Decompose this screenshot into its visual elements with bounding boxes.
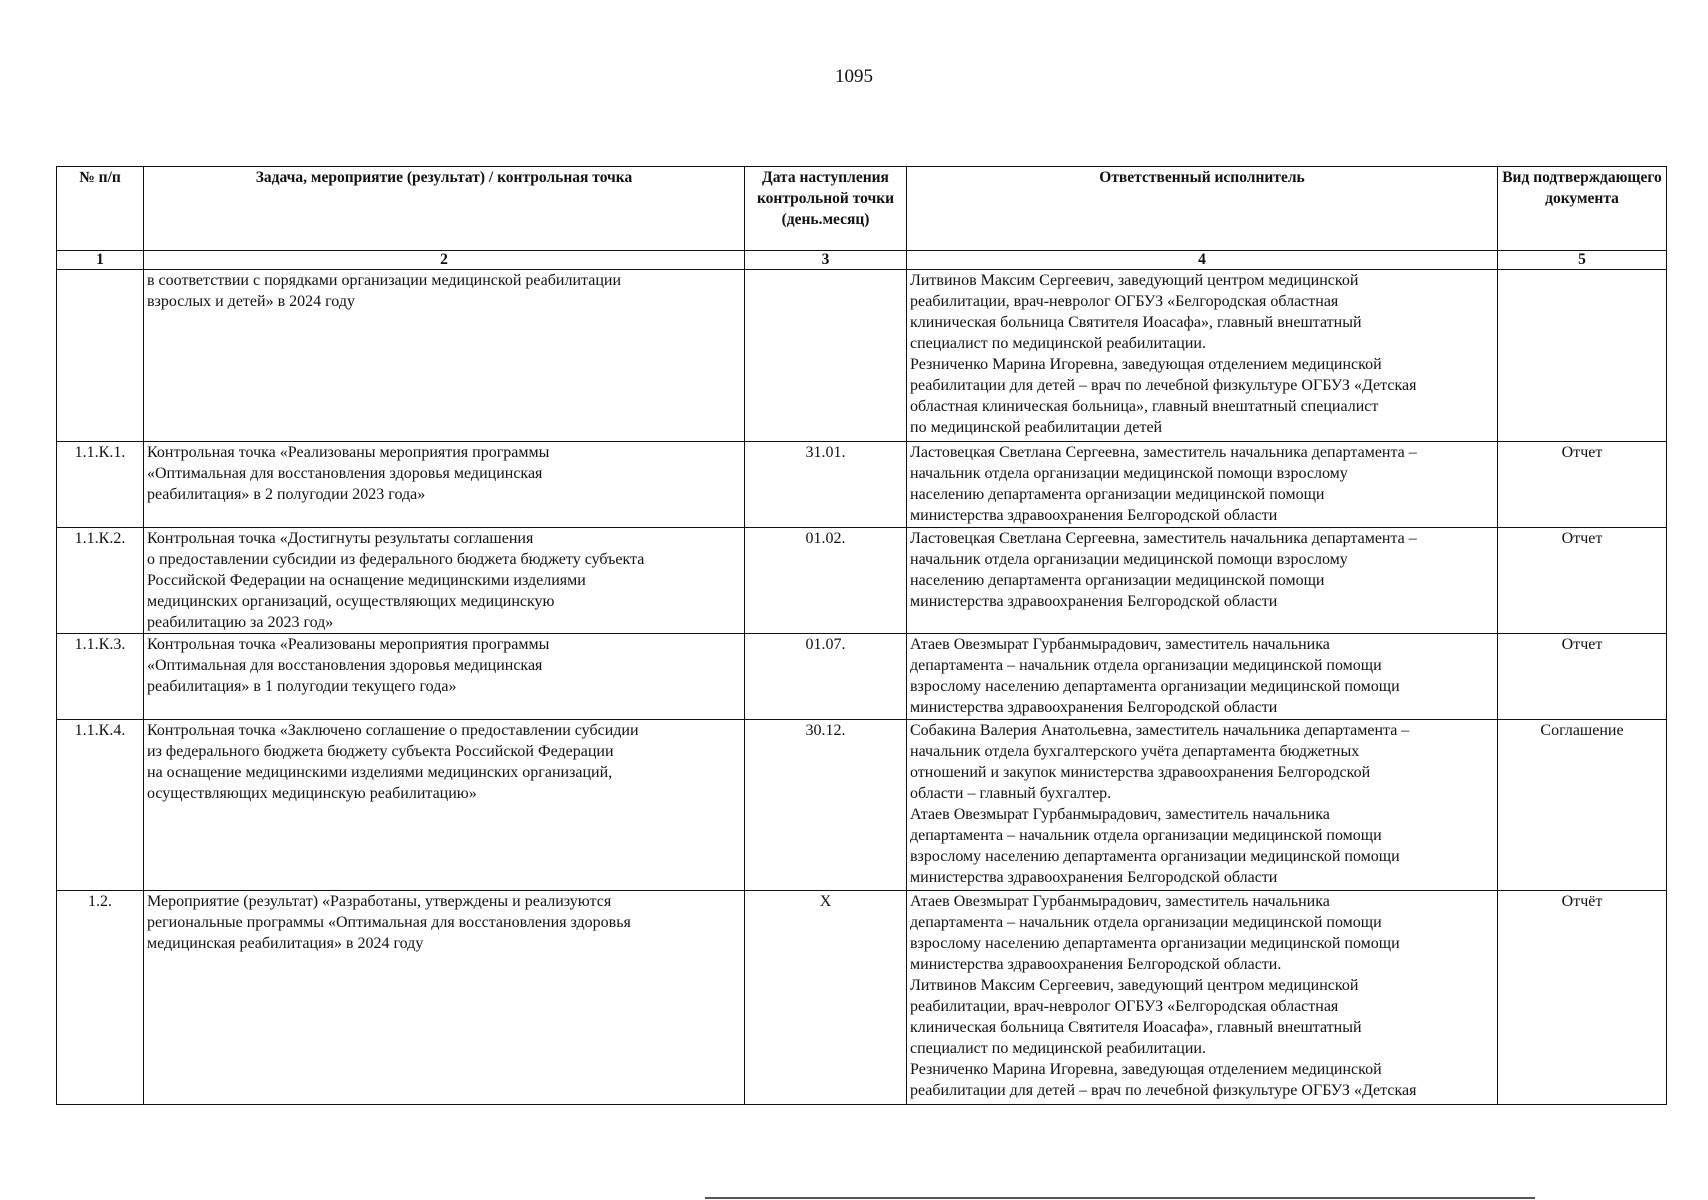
row-task: в соответствии с порядками организации медицинской реабилитации взрослых и детей» в 2024 году: [144, 270, 745, 442]
row-number: 1.1.К.2.: [57, 528, 144, 634]
row-document-type: Отчёт: [1498, 891, 1667, 1105]
row-date: 01.02.: [745, 528, 907, 634]
table-header-row: [57, 167, 1667, 251]
row-number: 1.2.: [57, 891, 144, 1105]
row-date: 30.12.: [745, 720, 907, 891]
page-number: 1095: [835, 66, 873, 87]
table-row: [57, 891, 1667, 1105]
table-row: [57, 270, 1667, 442]
bottom-rule: [705, 1197, 1535, 1199]
row-task: Контрольная точка «Заключено соглашение о предоставлении субсидии из федерального бюджета бюджету субъекта Российской Федерации на оснащение медицинскими изделиями медицинских организаций, осуществляющих медицинскую реабилитацию»: [144, 720, 745, 891]
row-document-type: Отчет: [1498, 528, 1667, 634]
row-number: 1.1.К.1.: [57, 442, 144, 528]
row-task: Контрольная точка «Достигнуты результаты соглашения о предоставлении субсидии из федерального бюджета бюджету субъекта Российской Федерации на оснащение медицинскими изделиями медицинских организаций, осуществляющих медицинскую реабилитацию за 2023 год»: [144, 528, 745, 634]
row-responsible: Атаев Овезмырат Гурбанмырадович, заместитель начальника департамента – начальник отдела организации медицинской помощи взрослому населению департамента организации медицинской помощи министерства здравоохранения Белгородской области: [907, 634, 1498, 720]
header-responsible: Ответственный исполнитель: [907, 167, 1498, 251]
column-number-row: [57, 251, 1667, 270]
row-date: [745, 270, 907, 442]
row-task: Мероприятие (результат) «Разработаны, утверждены и реализуются региональные программы «Оптимальная для восстановления здоровья медицинская реабилитация» в 2024 году: [144, 891, 745, 1105]
row-number: 1.1.К.3.: [57, 634, 144, 720]
column-number: 5: [1498, 251, 1667, 270]
table-row: [57, 720, 1667, 891]
row-number: [57, 270, 144, 442]
row-responsible: Литвинов Максим Сергеевич, заведующий центром медицинской реабилитации, врач-невролог ОГБУЗ «Белгородская областная клиническая больница Святителя Иоасафа», главный внештатный специалист по медицинской реабилитации. Резниченко Марина Игоревна, заведующая отделением медицинской реабилитации для детей – врач по лечебной физкультуре ОГБУЗ «Детская областная клиническая больница», главный внештатный специалист по медицинской реабилитации детей: [907, 270, 1498, 442]
header-date: Дата наступления контрольной точки (день.месяц): [745, 167, 907, 251]
header-task: Задача, мероприятие (результат) / контрольная точка: [144, 167, 745, 251]
row-document-type: Отчет: [1498, 442, 1667, 528]
table-row: [57, 528, 1667, 634]
row-task: Контрольная точка «Реализованы мероприятия программы «Оптимальная для восстановления здоровья медицинская реабилитация» в 1 полугодии текущего года»: [144, 634, 745, 720]
column-number: 4: [907, 251, 1498, 270]
column-number: 3: [745, 251, 907, 270]
row-responsible: Атаев Овезмырат Гурбанмырадович, заместитель начальника департамента – начальник отдела организации медицинской помощи взрослому населению департамента организации медицинской помощи министерства здравоохранения Белгородской области. Литвинов Максим Сергеевич, заведующий центром медицинской реабилитации, врач-невролог ОГБУЗ «Белгородская областная клиническая больница Святителя Иоасафа», главный внештатный специалист по медицинской реабилитации. Резниченко Марина Игоревна, заведующая отделением медицинской реабилитации для детей – врач по лечебной физкультуре ОГБУЗ «Детская: [907, 891, 1498, 1105]
column-number: 2: [144, 251, 745, 270]
column-number: 1: [57, 251, 144, 270]
row-responsible: Ластовецкая Светлана Сергеевна, заместитель начальника департамента – начальник отдела организации медицинской помощи взрослому населению департамента организации медицинской помощи министерства здравоохранения Белгородской области: [907, 442, 1498, 528]
row-document-type: [1498, 270, 1667, 442]
row-responsible: Собакина Валерия Анатольевна, заместитель начальника департамента – начальник отдела бухгалтерского учёта департамента бюджетных отношений и закупок министерства здравоохранения Белгородской области – главный бухгалтер. Атаев Овезмырат Гурбанмырадович, заместитель начальника департамента – начальник отдела организации медицинской помощи взрослому населению департамента организации медицинской помощи министерства здравоохранения Белгородской области: [907, 720, 1498, 891]
plan-table: [56, 166, 1667, 1105]
row-document-type: Отчет: [1498, 634, 1667, 720]
header-document-type: Вид подтверждающего документа: [1498, 167, 1667, 251]
row-date: Х: [745, 891, 907, 1105]
row-date: 31.01.: [745, 442, 907, 528]
row-date: 01.07.: [745, 634, 907, 720]
header-number: № п/п: [57, 167, 144, 251]
row-number: 1.1.К.4.: [57, 720, 144, 891]
table-row: [57, 442, 1667, 528]
row-responsible: Ластовецкая Светлана Сергеевна, заместитель начальника департамента – начальник отдела организации медицинской помощи взрослому населению департамента организации медицинской помощи министерства здравоохранения Белгородской области: [907, 528, 1498, 634]
row-task: Контрольная точка «Реализованы мероприятия программы «Оптимальная для восстановления здоровья медицинская реабилитация» в 2 полугодии 2023 года»: [144, 442, 745, 528]
row-document-type: Соглашение: [1498, 720, 1667, 891]
table-row: [57, 634, 1667, 720]
